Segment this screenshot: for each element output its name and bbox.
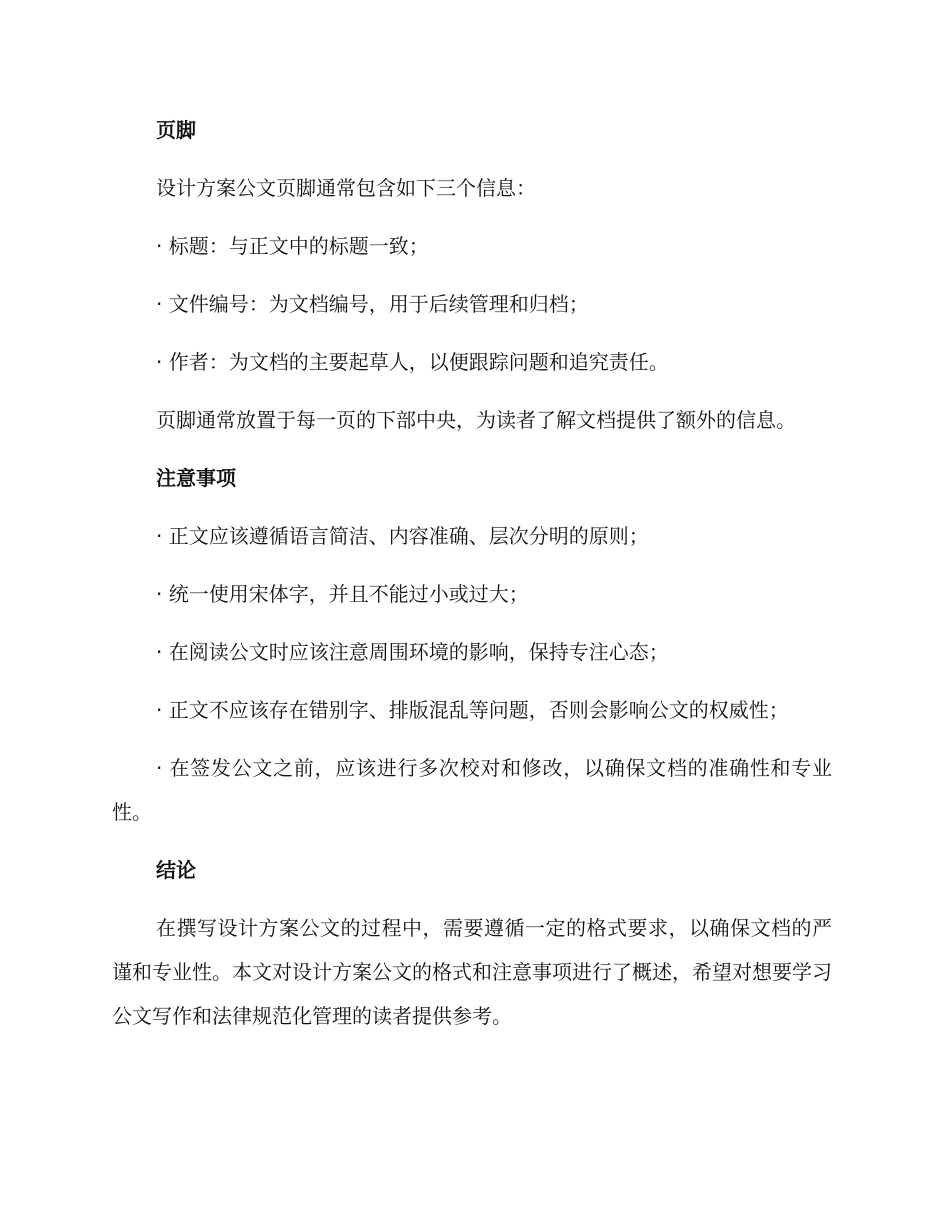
section-conclusion: [112, 848, 832, 1038]
bullet-item: · 正文不应该存在错别字、排版混乱等问题，否则会影响公文的权威性；: [156, 698, 789, 722]
paragraph: 设计方案公文页脚通常包含如下三个信息：: [156, 176, 536, 200]
section-heading: 注意事项: [156, 466, 236, 490]
bullet-item: · 标题：与正文中的标题一致；: [156, 234, 429, 258]
section-notes: [112, 456, 832, 834]
paragraph: 页脚通常放置于每一页的下部中央，为读者了解文档提供了额外的信息。: [156, 408, 796, 432]
bullet-item: · 正文应该遵循语言简洁、内容准确、层次分明的原则；: [156, 524, 649, 548]
bullet-item: · 在阅读公文时应该注意周围环境的影响，保持专注心态；: [156, 640, 669, 664]
bullet-item: · 作者：为文档的主要起草人，以便跟踪问题和追究责任。: [156, 350, 669, 374]
section-heading: 结论: [156, 858, 196, 882]
bullet-item: · 文件编号：为文档编号，用于后续管理和归档；: [156, 292, 589, 316]
paragraph: 在撰写设计方案公文的过程中，需要遵循一定的格式要求，以确保文档的严谨和专业性。本文对设计方案公文的格式和注意事项进行了概述，希望对想要学习公文写作和法律规范化管理的读者提供参考。: [112, 916, 832, 1028]
section-footer: [112, 108, 832, 442]
section-heading: 页脚: [156, 118, 196, 142]
document-body: [112, 108, 832, 1052]
bullet-item: · 在签发公文之前，应该进行多次校对和修改，以确保文档的准确性和专业性。: [112, 756, 832, 824]
bullet-item: · 统一使用宋体字，并且不能过小或过大；: [156, 582, 529, 606]
